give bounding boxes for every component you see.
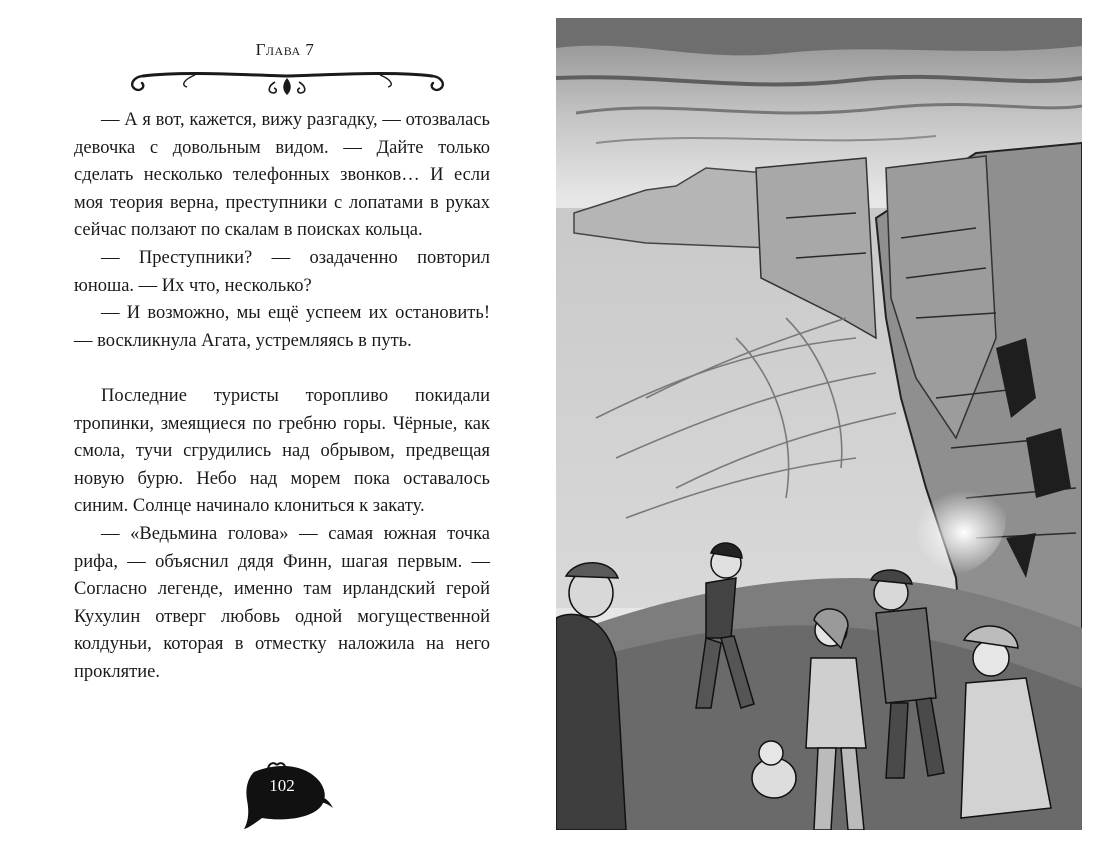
body-text	[74, 107, 490, 686]
cliff-scene-illustration	[556, 18, 1082, 830]
illustration	[556, 18, 1082, 830]
paragraph: Последние туристы торопливо покидали тропинки, змеящиеся по гребню горы. Чёрные, как смола, тучи сгрудились над обрывом, предвещая новую бурю. Небо над морем пока оставалось синим. Солнце начинало клониться к закату.	[74, 385, 490, 517]
paragraph: — И возможно, мы ещё успеем их остановить! — воскликнула Агата, устремляясь в путь.	[74, 303, 490, 351]
chapter-number: 7	[305, 40, 315, 59]
paragraph: — Преступники? — озадаченно повторил юноша. — Их что, несколько?	[74, 247, 490, 296]
chapter-word: Глава	[255, 40, 301, 59]
paragraph: — А я вот, кажется, вижу разгадку, — отозвалась девочка с довольным видом. — Дайте только сделать несколько телефонных звонков… И если моя теория верна, преступники с лопатами в руках сейчас ползают по скалам в поисках кольца.	[74, 110, 490, 241]
paragraph: — «Ведьмина голова» — самая южная точка рифа, — объяснил дядя Финн, шагая первым. — Согласно легенде, именно там ирландский герой Кухулин отверг любовь одной могущественной колдуньи, которая в отместку наложила на него проклятие.	[74, 523, 490, 682]
page-number: 102	[269, 776, 295, 795]
chapter-ornament	[125, 62, 450, 102]
chapter-header	[120, 40, 450, 60]
